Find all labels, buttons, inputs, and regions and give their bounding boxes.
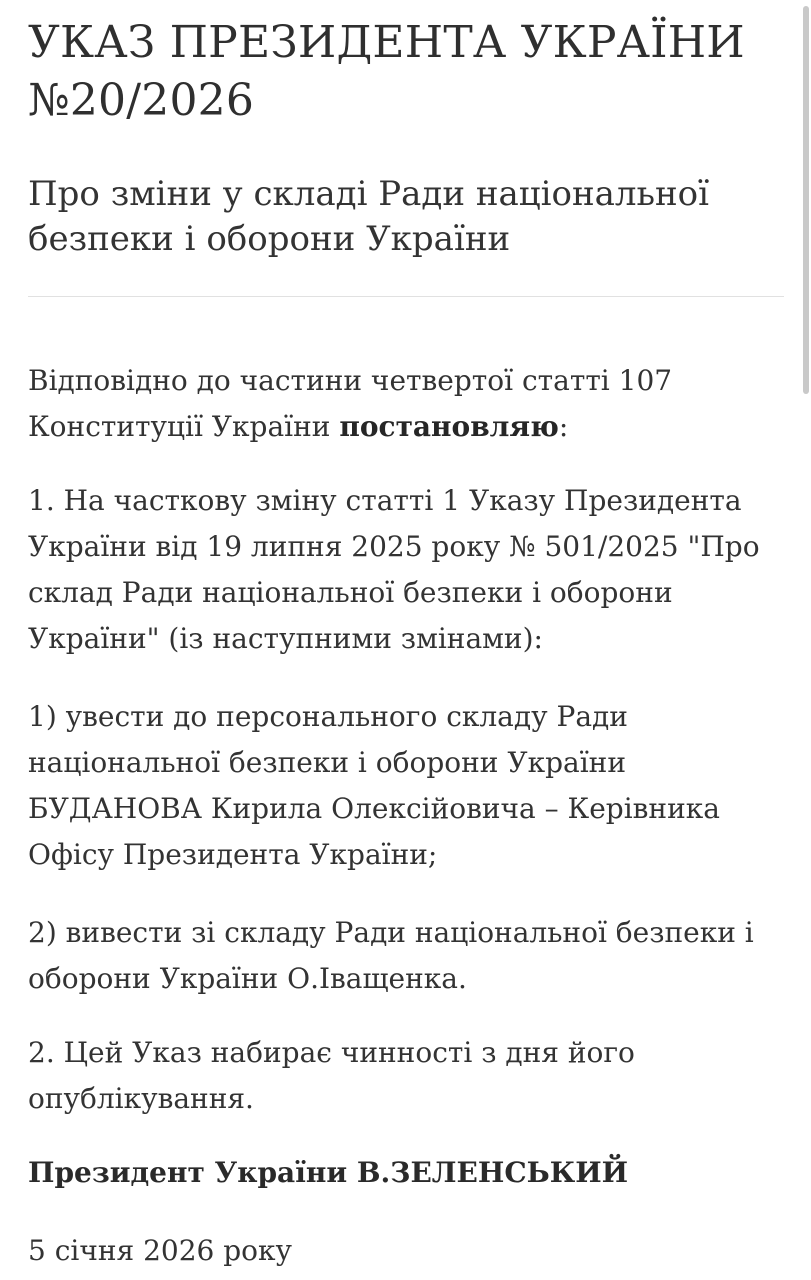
- decree-subtitle: Про зміни у складі Ради національної безпеки і оборони України: [28, 174, 710, 259]
- intro-colon: :: [558, 410, 569, 443]
- intro-bold-word: постановляю: [339, 410, 559, 443]
- decree-number: №20/2026: [28, 75, 255, 126]
- title-divider: [28, 296, 784, 297]
- signature: Президент України В.ЗЕЛЕНСЬКИЙ: [28, 1156, 629, 1189]
- intro-text: Відповідно до частини четвертої статті 107 Конституції України: [28, 364, 673, 443]
- item-2-paragraph: 2. Цей Указ набирає чинності з дня його опублікування.: [28, 1036, 635, 1115]
- title-line-1: УКАЗ ПРЕЗИДЕНТА УКРАЇНИ: [28, 17, 745, 68]
- decree-page: [28, 0, 784, 1280]
- page-title: [28, 14, 784, 130]
- subitem-1-paragraph: 1) увести до персонального складу Ради національної безпеки і оборони України БУДАНОВА Кирила Олексійовича – Керівника Офісу Президента України;: [28, 700, 720, 871]
- subitem-2-paragraph: 2) вивести зі складу Ради національної безпеки і оборони України О.Іващенка.: [28, 916, 754, 995]
- scrollbar[interactable]: [803, 6, 809, 394]
- decree-date: 5 січня 2026 року: [28, 1234, 293, 1267]
- item-1-paragraph: 1. На часткову зміну статті 1 Указу Президента України від 19 липня 2025 року № 501/2025 "Про склад Ради національної безпеки і оборони України" (із наступними змінами):: [28, 484, 760, 655]
- intro-paragraph: [28, 358, 784, 450]
